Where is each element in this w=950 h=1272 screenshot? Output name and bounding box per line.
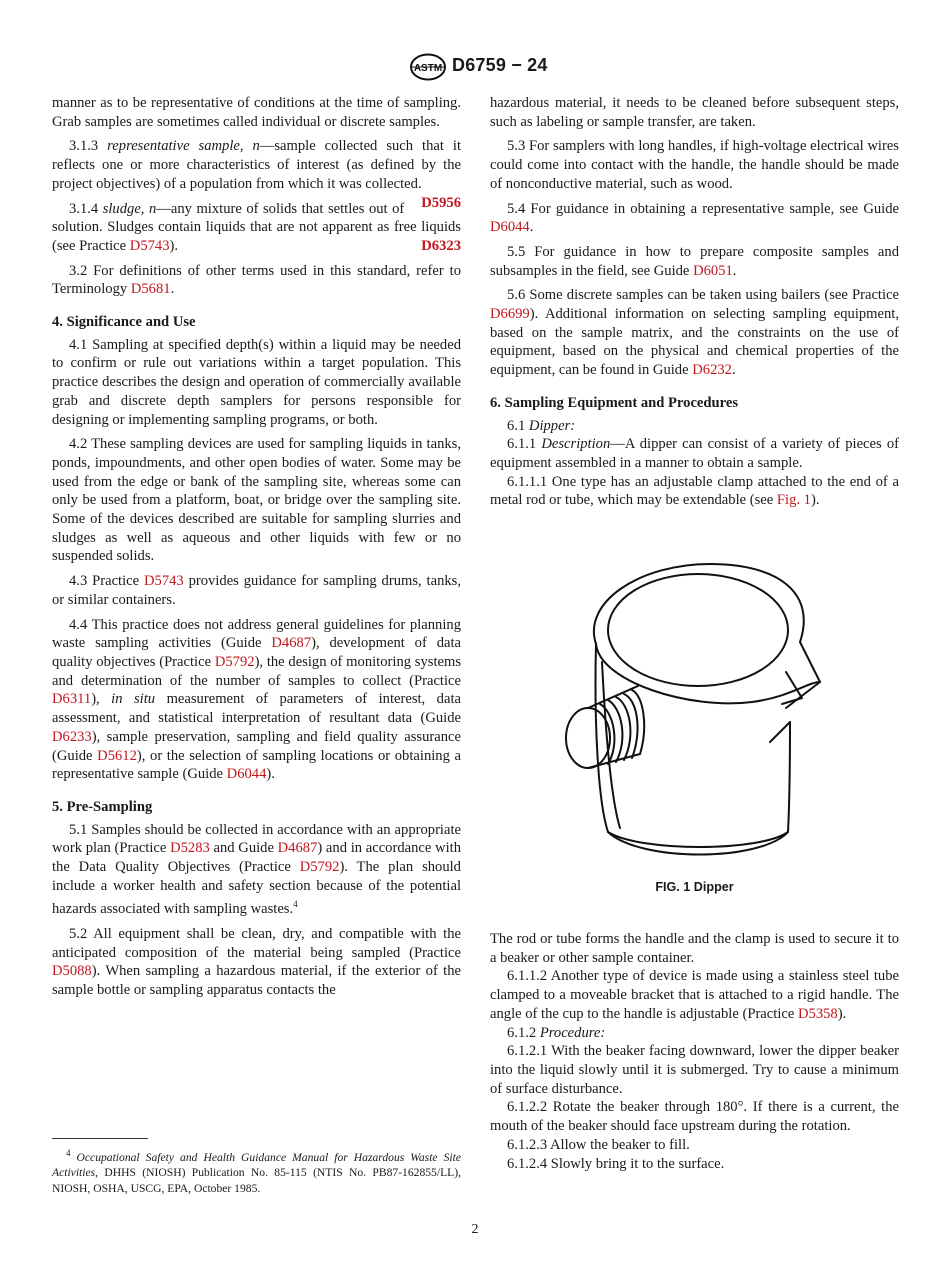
link-d5358[interactable]: D5358 bbox=[797, 1005, 838, 1022]
link-d6044[interactable]: D6044 bbox=[490, 219, 530, 236]
paragraph-6-1: 6.1 Dipper: bbox=[507, 417, 576, 434]
footnote-marker[interactable]: 4 bbox=[293, 899, 298, 910]
figure-caption: FIG. 1 Dipper bbox=[655, 880, 734, 895]
dipper-illustration bbox=[490, 532, 899, 872]
standard-ref-d5956[interactable]: D5956 bbox=[421, 194, 461, 211]
left-column bbox=[52, 94, 461, 1006]
link-d6233[interactable]: D6233 bbox=[52, 728, 92, 745]
link-d6232[interactable]: D6232 bbox=[692, 362, 732, 379]
standard-ref-d6323[interactable]: D6323 bbox=[421, 237, 461, 254]
page-number: 2 bbox=[471, 1222, 479, 1237]
right-column bbox=[490, 94, 899, 1173]
paragraph-4-4: 4.4 This practice does not address general guidelines for planning waste sampling activities (Guide D4687), development of data quality objectives (Practice D5792), the design of monitoring systems and determination of the number of samples to collect (Practice D6311), in situ measurement of parameters of interest, data assessment, and statistical interpretation of resultant data (Guide D6233), sample preservation, sampling and field quality assurance (Guide D5612), or the selection of sampling locations or obtaining a representative sample (Guide D6044). bbox=[52, 616, 462, 783]
paragraph-4-3: 4.3 Practice D5743 provides guidance for sampling drums, tanks, or similar containers. bbox=[52, 573, 461, 608]
section-heading-6: 6. Sampling Equipment and Procedures bbox=[490, 394, 739, 411]
link-d5743[interactable]: D5743 bbox=[143, 573, 184, 590]
link-d4687[interactable]: D4687 bbox=[277, 840, 318, 857]
paragraph-5-2: 5.2 All equipment shall be clean, dry, and compatible with the anticipated composition of the material being sampled (Practice D5088). When sampling a hazardous material, if the exterior of the sample bottle or sampling apparatus contacts the bbox=[52, 925, 461, 999]
link-d6311[interactable]: D6311 bbox=[52, 691, 92, 708]
paragraph-5-6: 5.6 Some discrete samples can be taken using bailers (see Practice D6699). Additional information on selecting sampling equipment, based on the sample matrix, and the constraints on the use of equipment, based on the physical and chemical properties of the equipment, can be found in Guide D6232. bbox=[490, 287, 899, 379]
paragraph-5-5: 5.5 For guidance in how to prepare composite samples and subsamples in the field, see Guide D6051. bbox=[490, 243, 899, 279]
link-d5792[interactable]: D5792 bbox=[214, 653, 255, 670]
link-d6051[interactable]: D6051 bbox=[693, 262, 733, 279]
paragraph-continued: manner as to be representative of conditions at the time of sampling. Grab samples are sometimes called individual or discrete samples. bbox=[52, 95, 461, 130]
paragraph-4-1: 4.1 Sampling at specified depth(s) within a liquid may be needed to confirm or rule out variations within a target population. This practice describes the design and operation of commercially available grab and discrete depth samplers for persons responsible for designing or implementing sampling programs, or both. bbox=[52, 336, 461, 428]
link-d5743[interactable]: D5743 bbox=[129, 237, 170, 254]
page-header bbox=[0, 52, 950, 82]
paragraph-continued: hazardous material, it needs to be cleaned before subsequent steps, such as labeling or sample transfer, are taken. bbox=[490, 95, 899, 130]
link-d5681[interactable]: D5681 bbox=[130, 281, 171, 298]
link-d6699[interactable]: D6699 bbox=[490, 306, 530, 323]
svg-text:ASTM: ASTM bbox=[413, 63, 443, 74]
definition-3-1-4: 3.1.4 sludge, n—any mixture of solids that settles out of solution. Sludges contain liquids that are not apparent as free liquids (see Practice D5743). D6323 bbox=[52, 200, 461, 254]
paragraph-6-1-2-4: 6.1.2.4 Slowly bring it to the surface. bbox=[507, 1155, 725, 1172]
link-d5283[interactable]: D5283 bbox=[170, 840, 210, 857]
footnote-divider bbox=[52, 1138, 148, 1139]
link-d5792[interactable]: D5792 bbox=[299, 859, 340, 876]
paragraph-5-3: 5.3 For samplers with long handles, if high-voltage electrical wires could come into contact with the handle, the handle should be made of nonconductive material, such as wood. bbox=[490, 138, 899, 192]
footnote-4: $^4$ Occupational Safety and Health Guidance Manual for Hazardous Waste Site Activities, DHHS (NIOSH) Publication No. 85-115 (NTIS No. PB87-162855/LL), NIOSH, OSHA, USCG, EPA, October 1985. bbox=[52, 1148, 461, 1195]
paragraph-5-4: 5.4 For guidance in obtaining a representative sample, see Guide D6044. bbox=[490, 200, 899, 236]
document-id: D6759 − 24 bbox=[452, 55, 548, 75]
paragraph-6-1-1-1: 6.1.1.1 One type has an adjustable clamp attached to the end of a metal rod or tube, which may be extendable (see Fig. 1). bbox=[490, 473, 899, 509]
figure-1 bbox=[490, 532, 899, 912]
paragraph-6-1-2-1: 6.1.2.1 With the beaker facing downward, lower the dipper beaker into the liquid slowly until it is submerged. Try to cause a minimum of surface disturbance. bbox=[490, 1043, 899, 1097]
paragraph-6-1-1: 6.1.1 Description—A dipper can consist of a variety of pieces of equipment assembled in a manner to obtain a sample. bbox=[490, 436, 899, 471]
section-heading-5: 5. Pre-Sampling bbox=[52, 798, 153, 815]
section-heading-4: 4. Significance and Use bbox=[52, 314, 196, 331]
link-d5612[interactable]: D5612 bbox=[97, 747, 137, 764]
paragraph-5-1: 5.1 Samples should be collected in accordance with an appropriate work plan (Practice D5283 and Guide D4687) and in accordance with the Data Quality Objectives (Practice D5792). The plan should include a worker health and safety section because of the potential hazards associated with sampling wastes.$^4$ bbox=[52, 821, 462, 918]
paragraph-6-1-2: 6.1.2 Procedure: bbox=[507, 1024, 606, 1041]
link-fig-1[interactable]: Fig. 1 bbox=[776, 492, 811, 509]
definition-3-1-3: 3.1.3 representative sample, n—sample collected such that it reflects one or more characteristics of interest (as defined by the project objectives) of a population from which it was collected. D5956 bbox=[52, 138, 461, 211]
paragraph-4-2: 4.2 These sampling devices are used for sampling liquids in tanks, ponds, impoundments, and other open bodies of water. Some may be used from the edge or bank of the sampling site, whereas some can only be used from a platform, boat, or bridge over the sampling site. Some of the devices described are suitable for sampling slurries and sludges as well as aqueous and other liquids with few or no suspended solids. bbox=[52, 436, 461, 565]
paragraph-6-1-2-2: 6.1.2.2 Rotate the beaker through 180°. If there is a current, the mouth of the beaker should face upstream during the rotation. bbox=[490, 1099, 899, 1135]
astm-logo-icon bbox=[409, 53, 447, 81]
paragraph-3-2: 3.2 For definitions of other terms used in this standard, refer to Terminology D5681. bbox=[52, 262, 461, 298]
paragraph-after-figure: The rod or tube forms the handle and the clamp is used to secure it to a beaker or other sample container. bbox=[490, 931, 899, 966]
link-d6044[interactable]: D6044 bbox=[226, 766, 267, 783]
link-d5088[interactable]: D5088 bbox=[52, 963, 92, 980]
link-d4687[interactable]: D4687 bbox=[271, 635, 312, 652]
paragraph-6-1-1-2: 6.1.1.2 Another type of device is made using a stainless steel tube clamped to a moveable bracket that is attached to a rigid handle. The angle of the cup to the handle is adjustable (Practice D5358). bbox=[490, 968, 899, 1022]
paragraph-6-1-2-3: 6.1.2.3 Allow the beaker to fill. bbox=[507, 1136, 690, 1153]
